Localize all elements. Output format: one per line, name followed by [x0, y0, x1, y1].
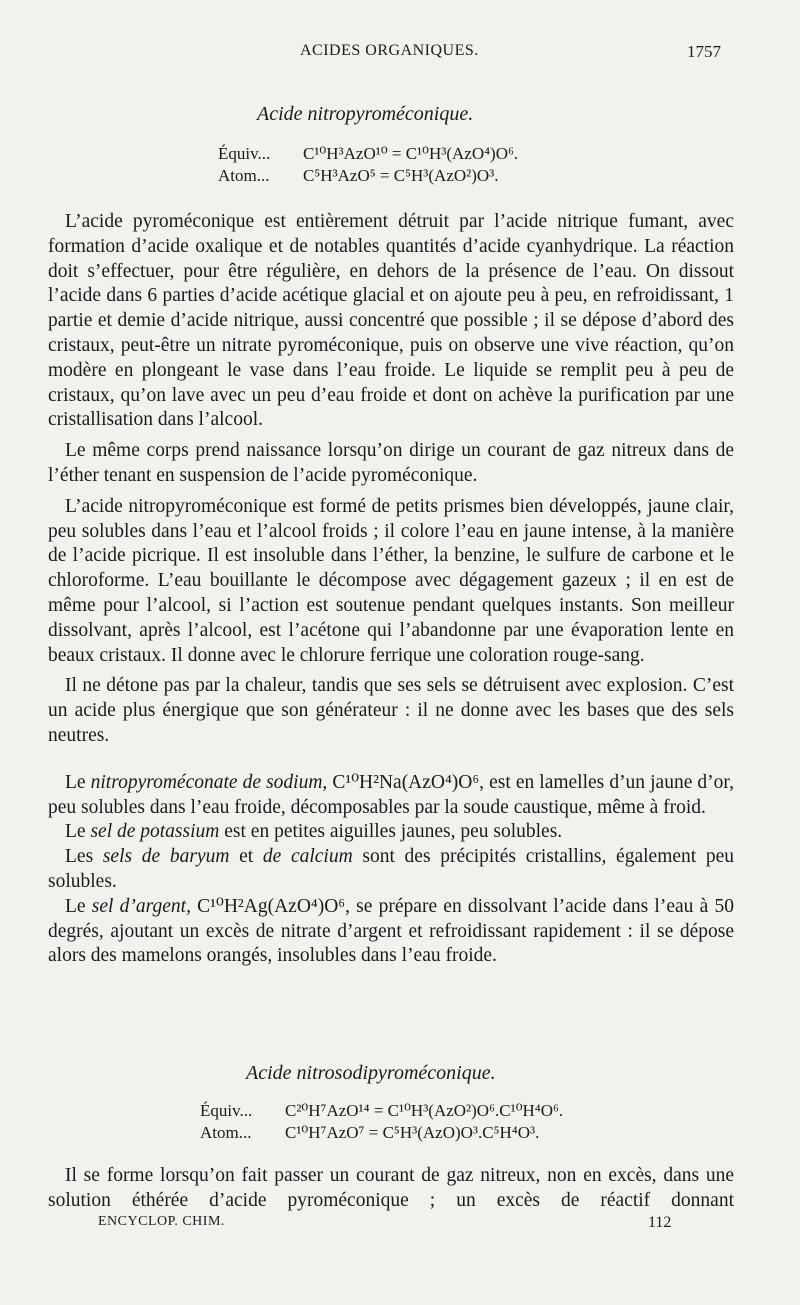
formula: C²⁰H⁷AzO¹⁴ = C¹⁰H³(AzO²)O⁶.C¹⁰H⁴O⁶.	[285, 1101, 564, 1120]
sheet-number: 112	[648, 1214, 672, 1231]
page-header	[0, 42, 800, 68]
paragraph-potassium-salt: Le sel de potassium est en petites aiguilles jaunes, peu solubles.	[65, 821, 563, 843]
formula-label: Équiv...	[218, 144, 271, 163]
formula-block	[200, 1100, 563, 1144]
formula-row-atom	[218, 165, 518, 187]
paragraph: Il ne détone pas par la chaleur, tandis que ses sels se détruisent avec explosion. C’est un acide plus énergique que son générateur : il ne donne avec les bases que des sels neutres.	[48, 675, 734, 746]
signature-mark: ENCYCLOP. CHIM.	[98, 1214, 225, 1229]
section-title-nitropyromeconique: Acide nitropyroméconique.	[257, 103, 474, 125]
formula-row-atom	[200, 1122, 563, 1144]
formula: C¹⁰H³AzO¹⁰ = C¹⁰H³(AzO⁴)O⁶.	[303, 144, 519, 163]
formula-block	[218, 143, 518, 187]
closing-text	[48, 1164, 734, 1214]
paragraph-sodium-salt: Le nitropyroméconate de sodium, C¹⁰H²Na(AzO⁴)O⁶, est en lamelles d’un jaune d’or, peu solubles dans l’eau froide, décomposables par la soude caustique, même à froid.	[48, 771, 734, 818]
formula-label: Équiv...	[200, 1101, 253, 1120]
paragraph: L’acide nitropyroméconique est formé de petits prismes bien développés, jaune clair, peu solubles dans l’eau et l’alcool froids ; il colore l’eau en jaune intense, à la manière de l’acide picrique. Il est insoluble dans l’éther, la benzine, le sulfure de carbone et le chloroforme. L’eau bouillante le décompose avec dégagement gazeux ; il en est de même pour l’alcool, si l’action est soutenue pendant quelques instants. Son meilleur dissolvant, après l’alcool, est l’acétone qui l’abandonne par une évaporation lente en beaux cristaux. Il donne avec le chlorure ferrique une coloration rouge-sang.	[48, 495, 734, 666]
paragraph: L’acide pyroméconique est entièrement détruit par l’acide nitrique fumant, avec formation d’acide oxalique et de notables quantités d’acide cyanhydrique. La réaction doit s’effectuer, pour être régulière, en dehors de la présence de l’eau. On dissout l’acide dans 6 parties d’acide acétique glacial et on ajoute peu à peu, en refroidissant, 1 partie et demie d’acide nitrique, aussi concentré que possible ; il se dépose d’abord des cristaux, peut-être un nitrate pyroméconique, puis on observe une vive réaction, qu’on modère en plongeant le vase dans l’eau froide. Le liquide se remplit peu à peu de cristaux, qu’on lave avec un peu d’eau froide et dont on achève la purification par une cristallisation dans l’alcool.	[48, 211, 734, 431]
paragraph: Le même corps prend naissance lorsqu’on dirige un courant de gaz nitreux dans de l’éther tenant en suspension de l’acide pyroméconique.	[48, 440, 734, 486]
paragraph-barium-calcium-salts: Les sels de baryum et de calcium sont des précipités cristallins, également peu solubles.	[48, 846, 735, 892]
section-title-nitrosodipyromeconique: Acide nitrosodipyroméconique.	[246, 1062, 496, 1084]
paragraph: Il se forme lorsqu’on fait passer un courant de gaz nitreux, non en excès, dans une solution éthérée d’acide pyroméconique ; un excès de réactif donnant	[48, 1165, 734, 1211]
formula: C¹⁰H⁷AzO⁷ = C⁵H³(AzO)O³.C⁵H⁴O³.	[285, 1123, 540, 1142]
formula-row-equiv	[218, 143, 518, 165]
formula-label: Atom...	[200, 1123, 252, 1142]
page-number: 1757	[687, 42, 721, 61]
formula-row-equiv	[200, 1100, 563, 1122]
main-text	[48, 210, 734, 969]
paragraph-silver-salt: Le sel d’argent, C¹⁰H²Ag(AzO⁴)O⁶, se prépare en dissolvant l’acide dans l’eau à 50 degrés, ajoutant un excès de nitrate d’argent et refroidissant rapidement : il se dépose alors des mamelons orangés, insolubles dans l’eau froide.	[48, 895, 734, 967]
running-title: ACIDES ORGANIQUES.	[300, 42, 479, 59]
formula: C⁵H³AzO⁵ = C⁵H³(AzO²)O³.	[303, 166, 499, 185]
formula-label: Atom...	[218, 166, 270, 185]
